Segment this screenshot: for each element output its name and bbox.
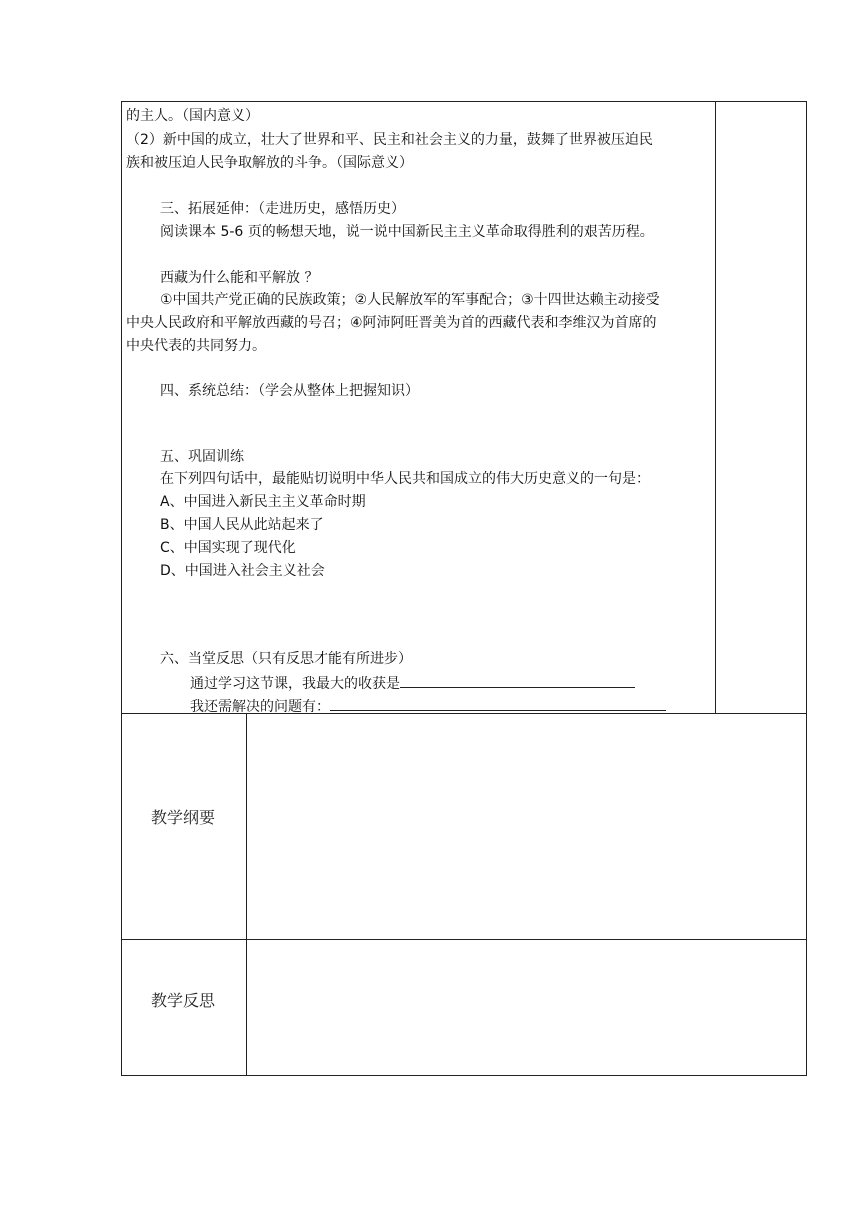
outline-label: 教学纲要 (151, 808, 216, 827)
exercise-option: B、中国人民从此站起来了 (160, 517, 324, 533)
content-line: 中央人民政府和平解放西藏的号召；④阿沛阿旺晋美为首的西藏代表和李维汉为首席的 (126, 315, 657, 331)
content-line: 阅读课本 5-6 页的畅想天地，说一说中国新民主主义革命取得胜利的艰苦历程。 (160, 224, 654, 240)
exercise-option: A、中国进入新民主主义革命时期 (160, 494, 366, 510)
side-column-divider (715, 101, 716, 713)
exercise-option: D、中国进入社会主义社会 (160, 563, 325, 579)
reflection-problem-label: 我还需解决的问题有： (190, 699, 330, 715)
content-line: 族和被压迫人民争取解放的斗争。（国际意义） (126, 155, 413, 171)
reflection-gain-line (190, 671, 635, 695)
table-border-bottom (121, 1075, 807, 1076)
reflection-label: 教学反思 (151, 991, 216, 1010)
row-divider-2 (121, 939, 807, 940)
question-heading: 西藏为什么能和平解放 ？ (160, 270, 319, 286)
section-heading: 三、拓展延伸：（走进历史，感悟历史） (160, 201, 405, 217)
problem-answer-blank[interactable] (330, 694, 666, 711)
table-border-left (121, 101, 122, 1076)
label-column-divider (246, 713, 247, 1076)
table-border-right (806, 101, 807, 1076)
table-border-top (121, 101, 807, 102)
gain-answer-blank[interactable] (400, 671, 635, 688)
content-line: ①中国共产党正确的民族政策；②人民解放军的军事配合；③十四世达赖主动接受 (160, 292, 660, 308)
content-line: 中央代表的共同努力。 (126, 338, 266, 354)
exercise-question: 在下列四句话中，最能贴切说明中华人民共和国成立的伟大历史意义的一句是： (160, 471, 650, 487)
section-heading: 五、巩固训练 (160, 449, 244, 465)
outline-content-cell[interactable] (248, 715, 805, 938)
section-heading: 六、当堂反思（只有反思才能有所进步） (160, 651, 412, 667)
exercise-option: C、中国实现了现代化 (160, 540, 296, 556)
reflection-content-cell[interactable] (248, 941, 805, 1074)
section-heading: 四、系统总结：（学会从整体上把握知识） (160, 383, 419, 399)
content-line: 的主人。（国内意义） (126, 108, 259, 124)
reflection-gain-label: 通过学习这节课，我最大的收获是 (190, 676, 400, 692)
content-line: （2）新中国的成立，壮大了世界和平、民主和社会主义的力量，鼓舞了世界被压迫民 (126, 132, 653, 148)
